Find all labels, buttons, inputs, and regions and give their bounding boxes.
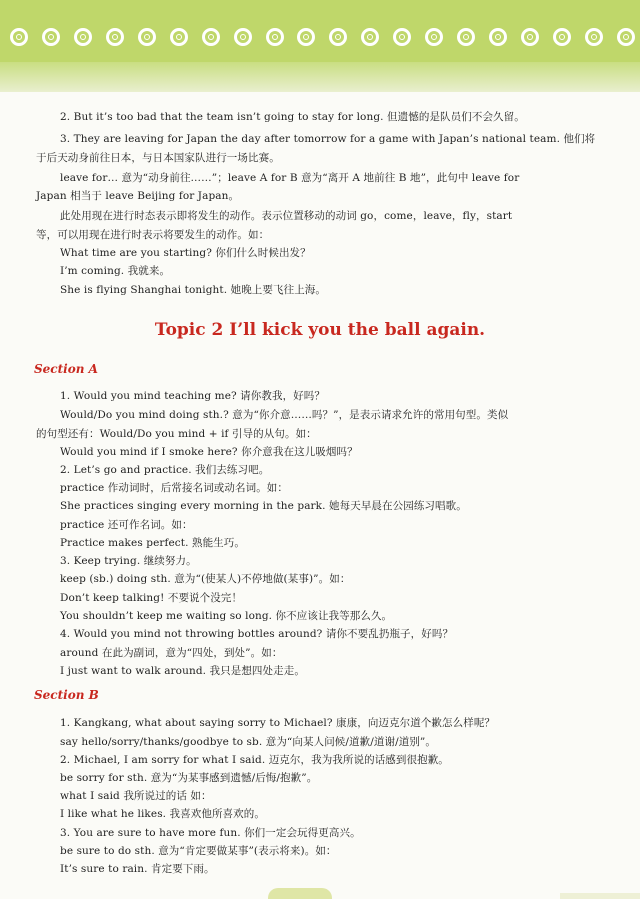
text-line: practice 作动词时，后常接名词或动名词。如： — [60, 482, 288, 494]
text-line: 3. They are leaving for Japan the day after tomorrow for a game with Japan’s national team. 他们将 — [60, 133, 596, 145]
circle-ornament — [617, 28, 635, 46]
circle-ornament — [266, 28, 284, 46]
circle-ornament — [170, 28, 188, 46]
text-line: 4. Would you mind not throwing bottles around? 请你不要乱扔瓶子，好吗？ — [60, 628, 454, 640]
section-b-title: Section B — [34, 688, 99, 702]
circle-ornament — [489, 28, 507, 46]
text-line: Practice makes perfect. 熟能生巧。 — [60, 537, 245, 549]
text-line: 等，可以用现在进行时表示将要发生的动作。如： — [36, 229, 270, 241]
text-line: Would/Do you mind doing sth.? 意为“你介意……吗？”，是表示请求允许的常用句型。类似 — [60, 409, 509, 421]
text-line: 3. Keep trying. 继续努力。 — [60, 555, 197, 567]
text-line: practice 还可作名词。如： — [60, 519, 193, 531]
text-line: It’s sure to rain. 肯定要下雨。 — [60, 863, 215, 875]
circle-ornament — [457, 28, 475, 46]
text-line: be sorry for sth. 意为“为某事感到遗憾/后悔/抱歉”。 — [60, 772, 318, 784]
decorative-header-band — [0, 0, 640, 92]
text-line: keep (sb.) doing sth. 意为“(使某人)不停地做(某事)”。如： — [60, 573, 351, 585]
text-line: I just want to walk around. 我只是想四处走走。 — [60, 665, 305, 677]
text-line: 的句型还有：Would/Do you mind + if 引导的从句。如： — [36, 428, 317, 440]
text-line: What time are you starting? 你们什么时候出发？ — [60, 247, 311, 259]
text-line: 于后天动身前往日本，与日本国家队进行一场比赛。 — [36, 152, 280, 164]
circle-ornament — [585, 28, 603, 46]
circle-ornament — [393, 28, 411, 46]
text-line: 2. Michael, I am sorry for what I said. 迈克尔，我为我所说的话感到很抱歉。 — [60, 754, 449, 766]
circle-ornament — [361, 28, 379, 46]
circle-ornament — [42, 28, 60, 46]
text-line: 3. You are sure to have more fun. 你们一定会玩得更高兴。 — [60, 827, 361, 839]
decorative-circles — [10, 22, 635, 52]
circle-ornament — [202, 28, 220, 46]
text-line: I’m coming. 我就来。 — [60, 265, 171, 277]
text-line: 此处用现在进行时态表示即将发生的动作。表示位置移动的动词 go，come，leave，fly，start — [60, 210, 513, 222]
circle-ornament — [297, 28, 315, 46]
text-line: She practices singing every morning in the park. 她每天早晨在公园练习唱歌。 — [60, 500, 467, 512]
circle-ornament — [106, 28, 124, 46]
circle-ornament — [138, 28, 156, 46]
topic-title: Topic 2 I’ll kick you the ball again. — [154, 320, 486, 340]
circle-ornament — [553, 28, 571, 46]
text-line: She is flying Shanghai tonight. 她晚上要飞往上海。 — [60, 284, 327, 296]
text-line: be sure to do sth. 意为“肯定要做某事”(表示将来)。如： — [60, 845, 337, 857]
text-line: You shouldn’t keep me waiting so long. 你不应该让我等那么久。 — [60, 610, 393, 622]
circle-ornament — [521, 28, 539, 46]
text-line: what I said 我所说过的话 如： — [60, 790, 212, 802]
section-a-title: Section A — [34, 362, 98, 376]
text-line: around 在此为副词，意为“四处，到处”。如： — [60, 647, 283, 659]
circle-ornament — [425, 28, 443, 46]
text-line: Japan 相当于 leave Beijing for Japan。 — [36, 190, 240, 202]
footer-strip — [560, 893, 640, 899]
text-line: 1. Kangkang, what about saying sorry to Michael? 康康，向迈克尔道个歉怎么样呢？ — [60, 717, 496, 729]
text-line: say hello/sorry/thanks/goodbye to sb. 意为“向某人问候/道歉/道谢/道别”。 — [60, 736, 436, 748]
text-line: 1. Would you mind teaching me? 请你教我，好吗？ — [60, 390, 325, 402]
text-line: Would you mind if I smoke here? 你介意我在这儿吸烟吗？ — [60, 446, 358, 458]
circle-ornament — [74, 28, 92, 46]
text-line: leave for… 意为“动身前往……”；leave A for B 意为“离开 A 地前往 B 地”，此句中 leave for — [60, 172, 520, 184]
circle-ornament — [10, 28, 28, 46]
circle-ornament — [329, 28, 347, 46]
circle-ornament — [234, 28, 252, 46]
page-number-tab — [268, 888, 332, 899]
text-line: 2. Let’s go and practice. 我们去练习吧。 — [60, 464, 270, 476]
text-line: Don’t keep talking! 不要说个没完！ — [60, 592, 243, 604]
header-gradient-strip — [0, 62, 640, 92]
text-line: 2. But it’s too bad that the team isn’t going to stay for long. 但遗憾的是队员们不会久留。 — [60, 111, 525, 123]
text-line: I like what he likes. 我喜欢他所喜欢的。 — [60, 808, 265, 820]
